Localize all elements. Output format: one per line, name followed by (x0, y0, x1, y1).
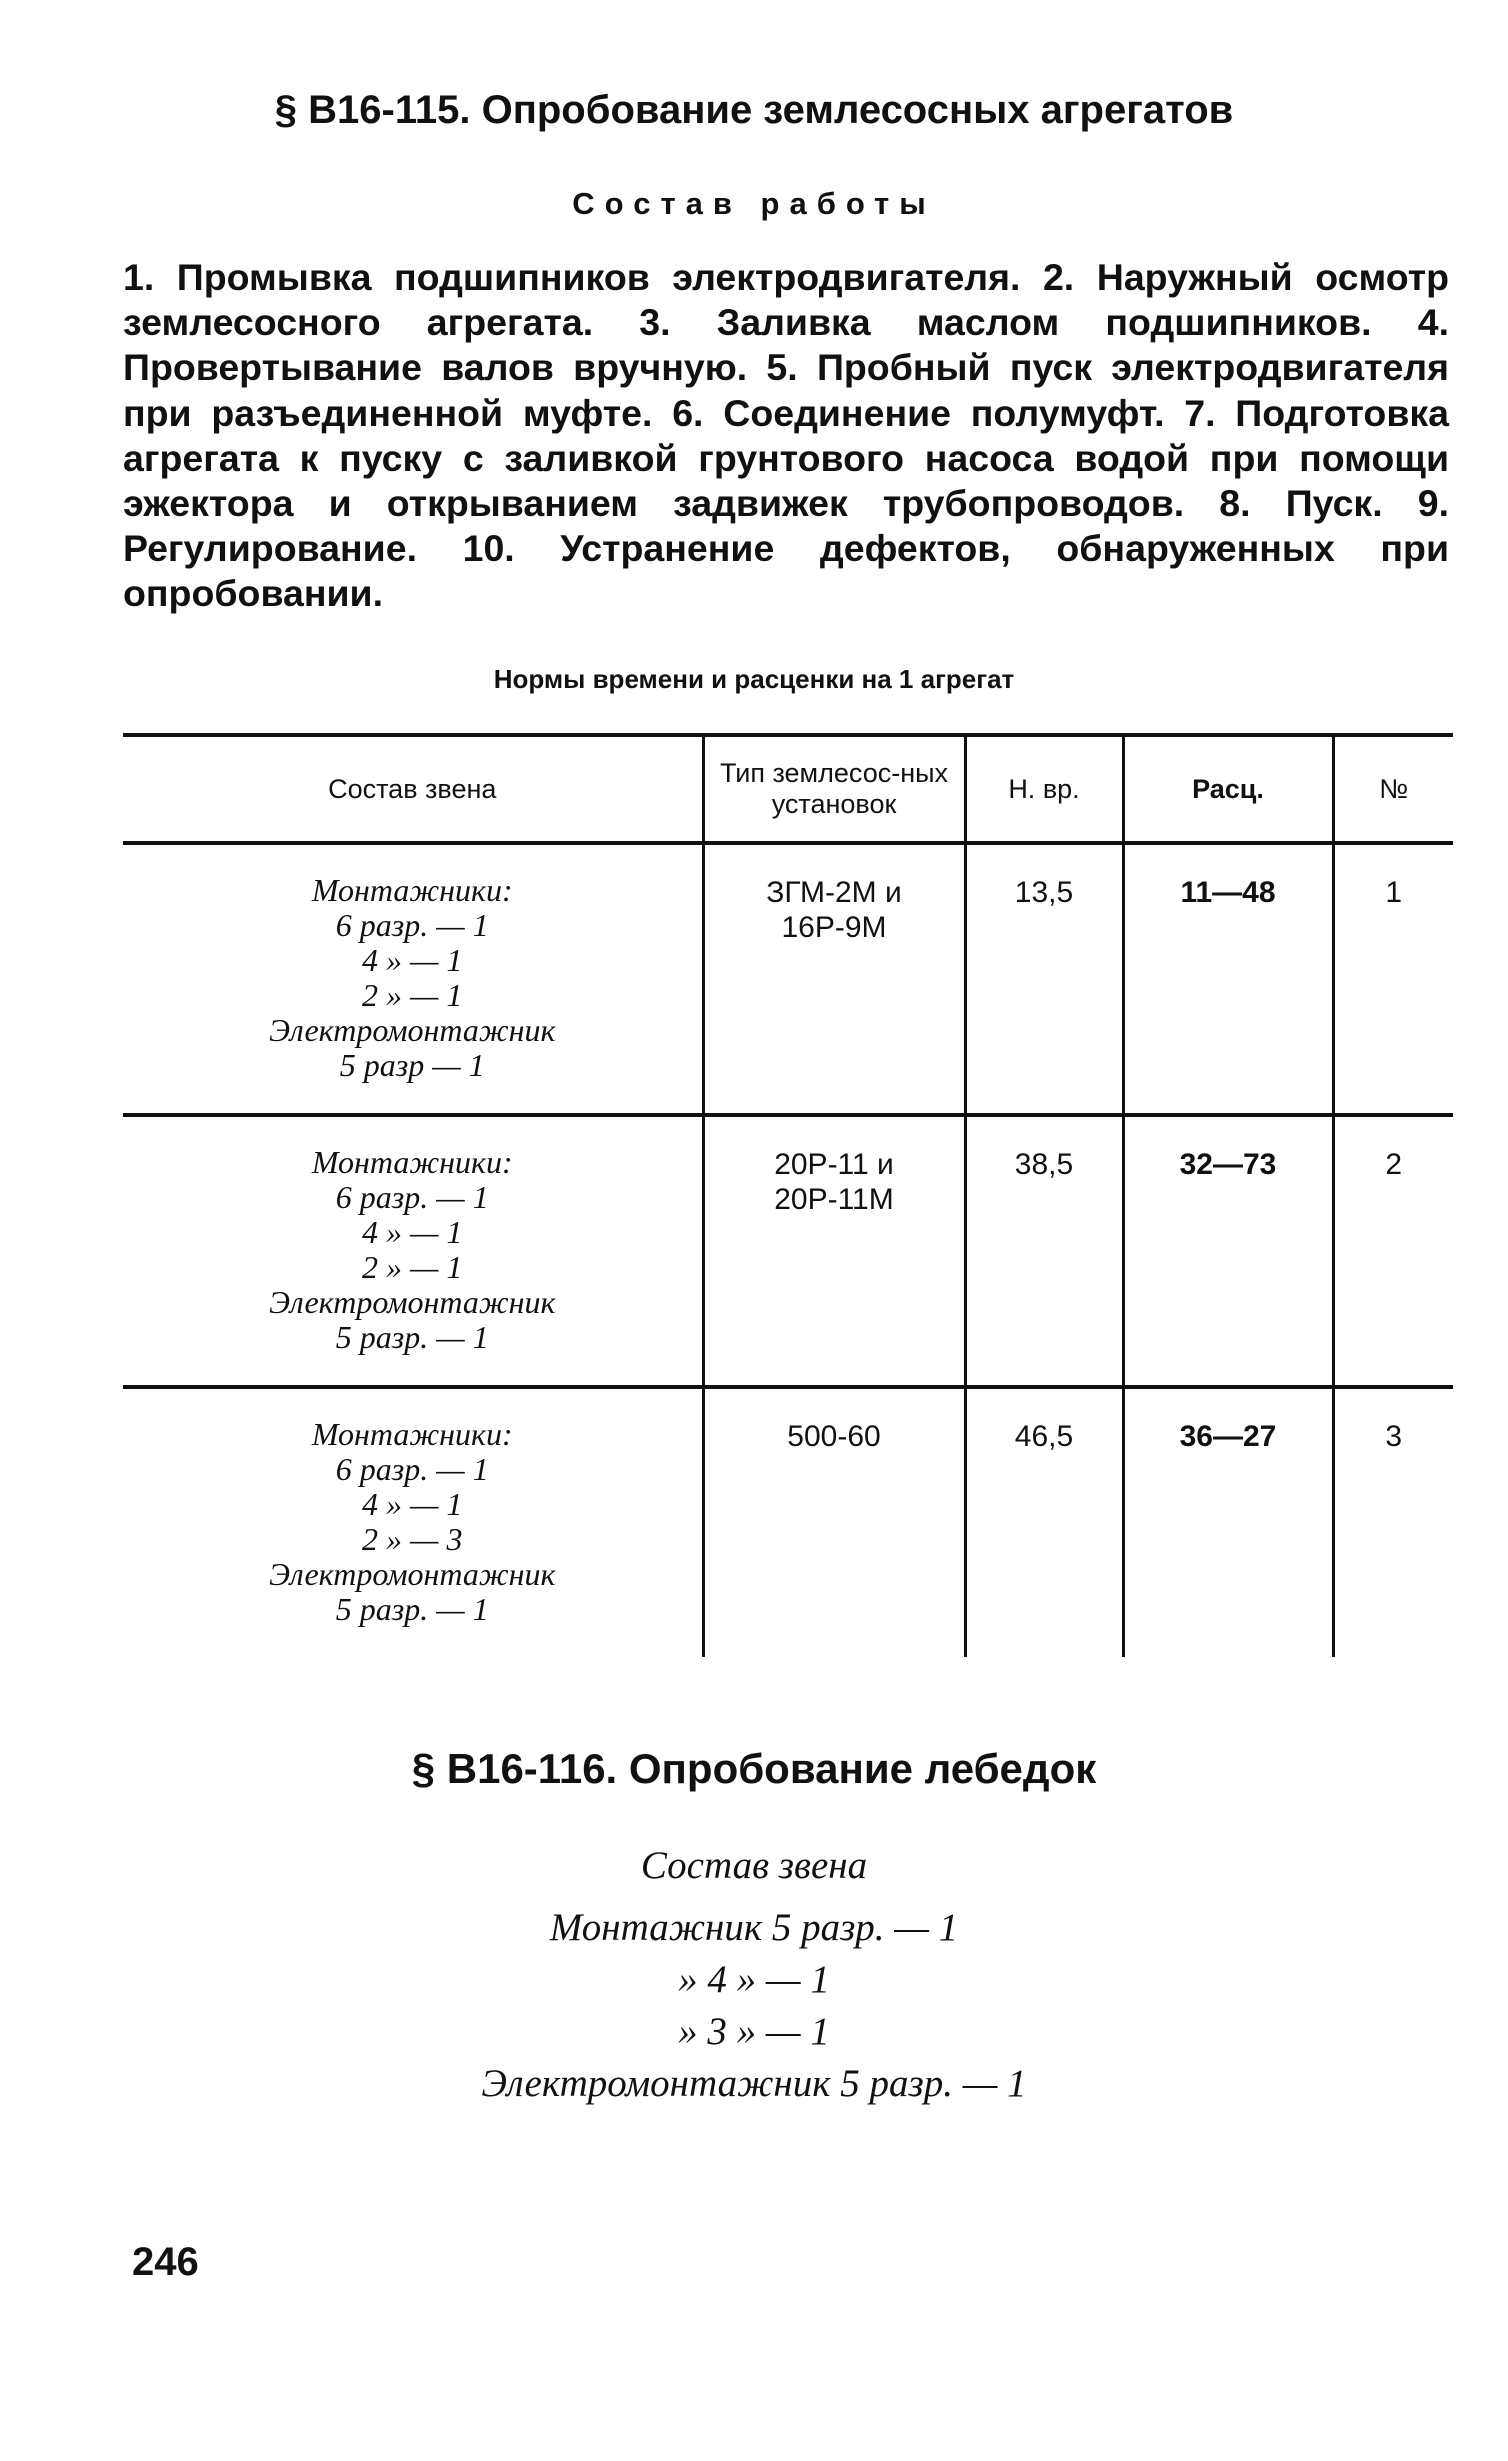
crew-line: 6 разр. — 1 (335, 1451, 489, 1487)
winch-crew-heading: Состав звена (640, 1844, 868, 1887)
header-type: Тип землесос-ных установок (703, 735, 965, 843)
crew-line: 4 » — 1 (362, 1486, 463, 1522)
table-header-row (123, 735, 1453, 843)
crew-line: 6 разр. — 1 (335, 907, 489, 943)
type-line: 500-60 (787, 1420, 881, 1453)
crew-line: Электромонтажник (268, 1284, 556, 1320)
rate-cell: 11—48 (1123, 843, 1333, 1115)
num-cell: 1 (1385, 876, 1403, 909)
winch-crew-line: » 3 » — 1 (678, 2010, 830, 2053)
crew-line: 4 » — 1 (362, 1214, 463, 1250)
crew-line: 4 » — 1 (362, 942, 463, 978)
type-line: 20Р-11 и (774, 1148, 894, 1181)
section-title-b16-116: § В16-116. Опробование лебедок (411, 1745, 1097, 1792)
table-row (123, 843, 1453, 1115)
crew-line: 5 разр. — 1 (335, 1319, 489, 1355)
type-cell (703, 1115, 965, 1387)
header-num: № (1333, 735, 1453, 843)
winch-crew-block (0, 1840, 1508, 2110)
type-line: 16Р-9М (781, 911, 887, 944)
num-cell: 3 (1333, 1387, 1453, 1657)
page-number: 246 (132, 2240, 199, 2284)
winch-crew-line: » 4 » — 1 (678, 1958, 830, 2001)
crew-cell (123, 1387, 703, 1657)
work-composition-heading: Состав работы (572, 186, 936, 221)
table-caption: Нормы времени и расценки на 1 агрегат (493, 664, 1015, 694)
crew-line: Монтажники: (311, 1144, 513, 1180)
header-rate: Расц. (1123, 735, 1333, 843)
winch-crew-line: Электромонтажник 5 разр. — 1 (481, 2062, 1027, 2105)
crew-line: Электромонтажник (268, 1012, 556, 1048)
crew-line: Монтажники: (311, 872, 513, 908)
type-line: 20Р-11М (774, 1183, 894, 1216)
crew-line: 5 разр. — 1 (335, 1591, 489, 1627)
num-cell: 2 (1333, 1115, 1453, 1387)
crew-line: 5 разр — 1 (339, 1047, 485, 1083)
winch-crew-line: Монтажник 5 разр. — 1 (549, 1906, 959, 1949)
type-line: ЗГМ-2М и (766, 876, 902, 909)
section-title-b16-115: § В16-115. Опробование землесосных агрегатов (274, 88, 1234, 132)
crew-cell (123, 843, 703, 1115)
type-cell (703, 1387, 965, 1657)
norms-table (123, 733, 1453, 1657)
time-cell: 46,5 (965, 1387, 1123, 1657)
rate-cell: 36—27 (1123, 1387, 1333, 1657)
time-cell: 38,5 (965, 1115, 1123, 1387)
table-row (123, 1115, 1453, 1387)
crew-line: Электромонтажник (268, 1556, 556, 1592)
crew-line: Монтажники: (311, 1416, 513, 1452)
crew-line: 6 разр. — 1 (335, 1179, 489, 1215)
crew-line: 2 » — 3 (362, 1521, 463, 1557)
crew-line: 2 » — 1 (362, 977, 463, 1013)
header-crew: Состав звена (123, 735, 703, 843)
crew-line: 2 » — 1 (362, 1249, 463, 1285)
table-row (123, 1387, 1453, 1657)
header-time: Н. вр. (965, 735, 1123, 843)
rate-cell: 32—73 (1123, 1115, 1333, 1387)
type-cell (703, 843, 965, 1115)
crew-cell (123, 1115, 703, 1387)
time-cell: 13,5 (965, 843, 1123, 1115)
work-composition-text: 1. Промывка подшипников электродвигателя. 2. Наружный осмотр землесосного агрегата. 3. Заливка маслом подшипников. 4. Провертывание валов вручную. 5. Пробный пуск электродвигателя при разъединенной муфте. 6. Соединение полумуфт. 7. Подготовка агрегата к пуску с заливкой грунтового насоса водой при помощи эжектора и открыванием задвижек трубопроводов. 8. Пуск. 9. Регулирование. 10. Устранение дефектов, обнаруженных при опробовании. (123, 256, 1449, 615)
